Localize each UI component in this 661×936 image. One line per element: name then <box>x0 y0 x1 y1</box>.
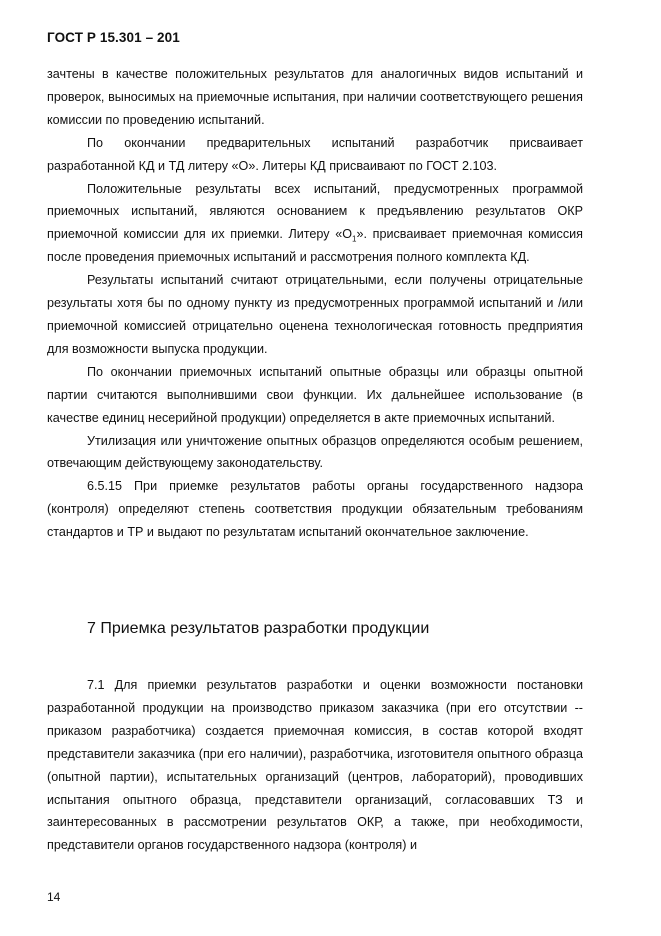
document-header: ГОСТ Р 15.301 – 201 <box>47 30 180 45</box>
section-body <box>47 674 583 857</box>
paragraph: Утилизация или уничтожение опытных образцов определяются особым решением, отвечающим действующему законодательству. <box>47 433 583 471</box>
paragraph-text: Положительные результаты всех испытаний, предусмотренных программой приемочных испытаний, являются основанием к предъявлению результатов ОКР приемочной комиссии для их приемки. Литеру «О <box>47 181 583 242</box>
document-body <box>47 63 583 544</box>
section-heading: 7 Приемка результатов разработки продукции <box>87 620 430 637</box>
paragraph: зачтены в качестве положительных результатов для аналогичных видов испытаний и проверок, выносимых на приемочные испытания, при наличии соответствующего решения комиссии по проведению испытаний. <box>47 67 583 127</box>
paragraph <box>47 178 583 270</box>
paragraph: 7.1 Для приемки результатов разработки и оценки возможности постановки разработанной продукции на производство приказом заказчика (при его отсутствии -- приказом разработчика) создается приемочная комиссия, в состав которой входят представители заказчика (при его наличии), разработчика, изготовителя опытного образца (опытной партии), испытательных организаций (центров, лабораторий), проводивших испытания опытного образца, представители организаций, согласовавших ТЗ и заинтересованных в рассмотрении результатов ОКР, а также, при необходимости, представители органов государственного надзора (контроля) и <box>47 678 583 853</box>
subscript: 1 <box>352 234 357 244</box>
paragraph-text: ». присваивает приемочная комиссия после проведения приемочных испытаний и рассмотрения полного комплекта КД. <box>47 227 583 265</box>
paragraph: Результаты испытаний считают отрицательными, если получены отрицательные результаты хотя бы по одному пункту из предусмотренных программой испытаний и /или приемочной комиссией отрицательно оценена технологическая готовность предприятия для возможности выпуска продукции. <box>47 273 583 356</box>
page-number: 14 <box>47 890 61 904</box>
paragraph: По окончании приемочных испытаний опытные образцы или образцы опытной партии считаются выполнившими свои функции. Их дальнейшее использование (в качестве единиц несерийной продукции) определяется в акте приемочных испытаний. <box>47 364 583 425</box>
paragraph: По окончании предварительных испытаний разработчик присваивает разработанной КД и ТД литеру «О». Литеры КД присваивают по ГОСТ 2.103. <box>47 135 583 173</box>
paragraph: 6.5.15 При приемке результатов работы органы государственного надзора (контроля) определяют степень соответствия продукции обязательным требованиям стандартов и ТР и выдают по результатам испытаний окончательное заключение. <box>47 479 583 540</box>
